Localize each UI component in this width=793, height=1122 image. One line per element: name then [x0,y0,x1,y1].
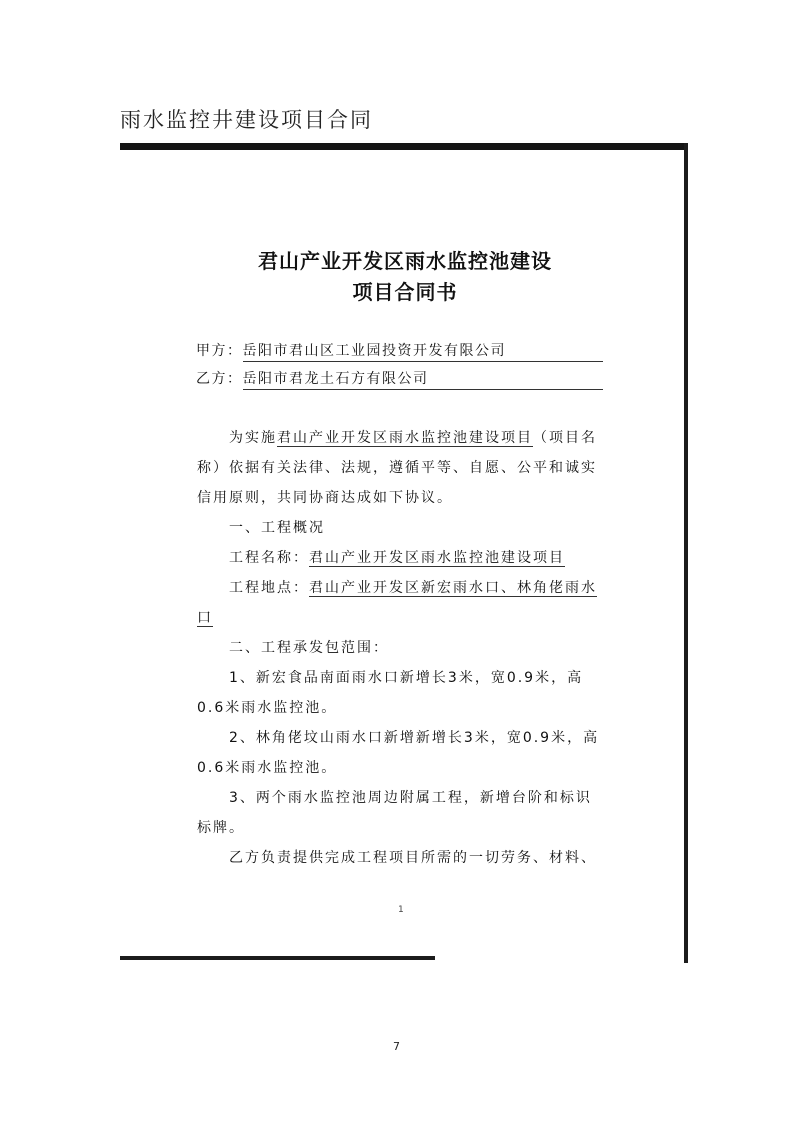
scope-item-1: 1、新宏食品南面雨水口新增长3米，宽0.9米，高0.6米雨水监控池。 [197,670,584,716]
intro-paragraph [197,423,607,513]
party-a-label: 甲方： [196,343,243,359]
party-b [196,368,603,390]
document-title-line2: 项目合同书 [352,280,458,304]
inner-page-number: 1 [398,905,404,915]
scan-border-top [120,143,688,150]
intro-prefix: 为实施 [229,430,277,446]
project-name [197,543,607,573]
scope-item-2: 2、林角佬坟山雨水口新增新增长3米，宽0.9米，高0.6米雨水监控池。 [197,730,600,776]
party-b-label: 乙方： [196,371,243,387]
scan-border-bottom [120,956,435,960]
section2-title: 二、工程承发包范围： [229,640,389,656]
project-name-label: 工程名称： [229,550,309,566]
section1-title: 一、工程概况 [229,520,325,536]
closing-paragraph: 乙方负责提供完成工程项目所需的一切劳务、材料、 [229,850,597,866]
project-location [197,573,607,633]
contract-body [197,423,607,873]
header-title: 雨水监控井建设项目合同 [120,108,373,132]
scope-item-3: 3、两个雨水监控池周边附属工程，新增台阶和标识标牌。 [197,790,592,836]
document-title-line1: 君山产业开发区雨水监控池建设 [258,249,552,273]
project-name-value: 君山产业开发区雨水监控池建设项目 [309,550,565,566]
party-b-value: 岳阳市君龙土石方有限公司 [243,368,603,390]
intro-suffix: （项目名称）依据有关法律、法规，遵循平等、自愿、公平和诚实信用原则，共同协商达成如下协议。 [197,430,597,506]
project-location-value: 君山产业开发区新宏雨水口、林角佬雨水口 [197,580,597,626]
page-number: 7 [393,1040,400,1053]
intro-project: 君山产业开发区雨水监控池建设项目 [277,430,533,446]
party-a-value: 岳阳市君山区工业园投资开发有限公司 [243,340,603,362]
scanned-page [120,143,690,968]
project-location-label: 工程地点： [229,580,309,596]
party-a [196,340,603,362]
